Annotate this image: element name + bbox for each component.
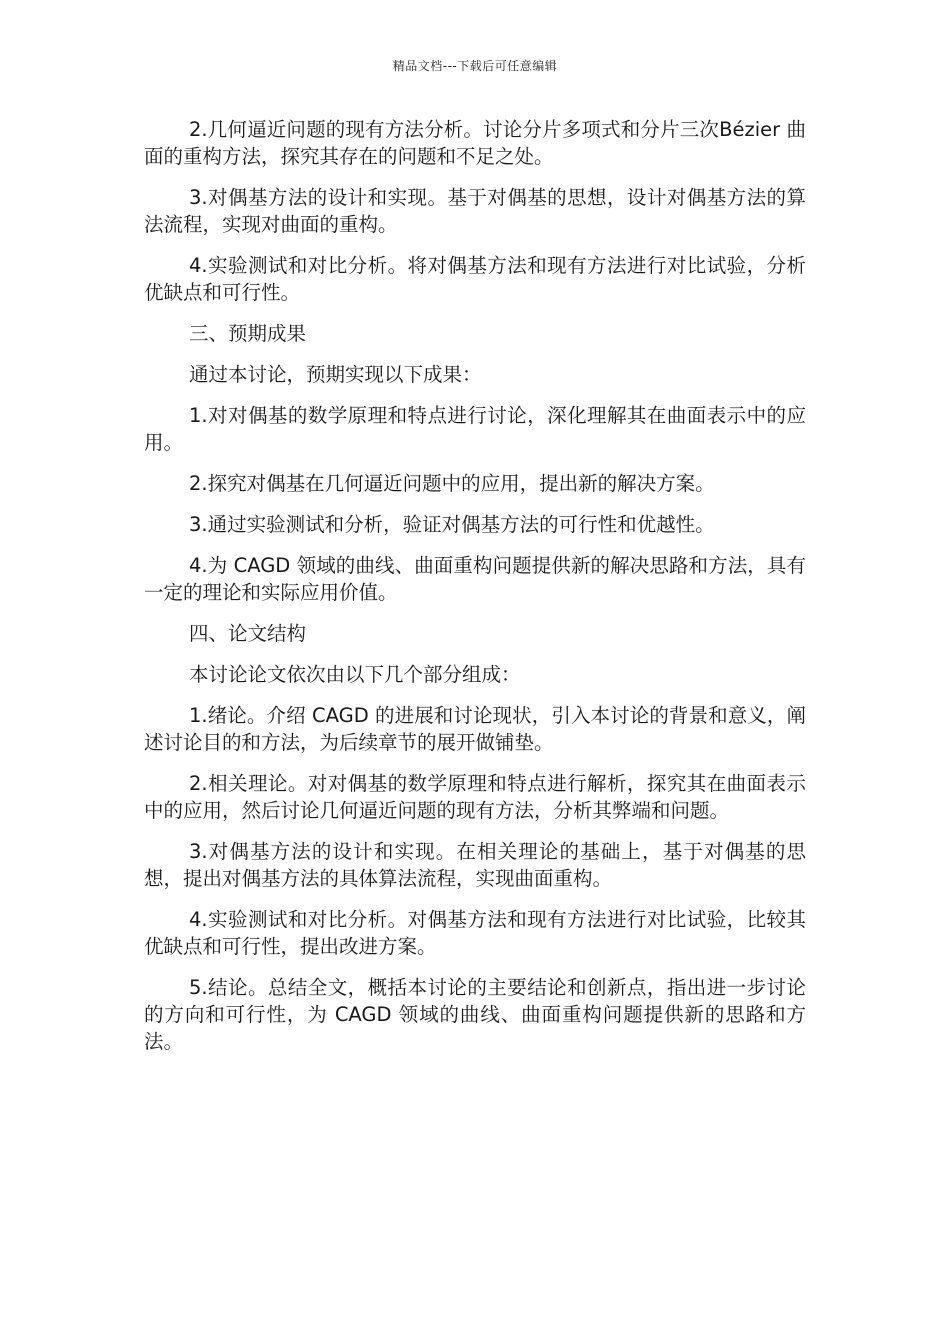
paragraph-intro-structure: 本讨论论文依次由以下几个部分组成： <box>189 663 521 686</box>
paragraph-structure-3: 3.对偶基方法的设计和实现。在相关理论的基础上，基于对偶基的思想，提出对偶基方法的具体算法流程，实现曲面重构。 <box>144 840 806 890</box>
paragraph-structure-1: 1.绪论。介绍 CAGD 的进展和讨论现状，引入本讨论的背景和意义，阐述讨论目的和方法，为后续章节的展开做铺垫。 <box>144 704 806 754</box>
paragraph-item-4: 4.实验测试和对比分析。将对偶基方法和现有方法进行对比试验，分析优缺点和可行性。 <box>144 254 806 304</box>
section-heading-expected-results: 三、预期成果 <box>189 322 307 345</box>
paragraph-structure-4: 4.实验测试和对比分析。对偶基方法和现有方法进行对比试验，比较其优缺点和可行性，提出改进方案。 <box>144 908 806 958</box>
paragraph-result-3: 3.通过实验测试和分析，验证对偶基方法的可行性和优越性。 <box>189 513 715 536</box>
paragraph-result-1: 1.对对偶基的数学原理和特点进行讨论，深化理解其在曲面表示中的应用。 <box>144 404 806 454</box>
paragraph-result-2: 2.探究对偶基在几何逼近问题中的应用，提出新的解决方案。 <box>189 472 715 495</box>
page-header: 精品文档---下载后可任意编辑 <box>392 59 558 73</box>
section-heading-thesis-structure: 四、论文结构 <box>189 622 307 645</box>
paragraph-intro-results: 通过本讨论，预期实现以下成果： <box>189 363 482 386</box>
document-body <box>144 116 806 1069</box>
paragraph-structure-2: 2.相关理论。对对偶基的数学原理和特点进行解析，探究其在曲面表示中的应用，然后讨论几何逼近问题的现有方法，分析其弊端和问题。 <box>144 772 806 822</box>
paragraph-structure-5: 5.结论。总结全文，概括本讨论的主要结论和创新点，指出进一步讨论的方向和可行性，为 CAGD 领域的曲线、曲面重构问题提供新的思路和方法。 <box>144 976 806 1053</box>
paragraph-result-4: 4.为 CAGD 领域的曲线、曲面重构问题提供新的解决思路和方法，具有一定的理论和实际应用价值。 <box>144 554 806 604</box>
paragraph-item-2: 2.几何逼近问题的现有方法分析。讨论分片多项式和分片三次Bézier 曲面的重构方法，探究其存在的问题和不足之处。 <box>144 118 806 168</box>
paragraph-item-3: 3.对偶基方法的设计和实现。基于对偶基的思想，设计对偶基方法的算法流程，实现对曲面的重构。 <box>144 186 806 236</box>
